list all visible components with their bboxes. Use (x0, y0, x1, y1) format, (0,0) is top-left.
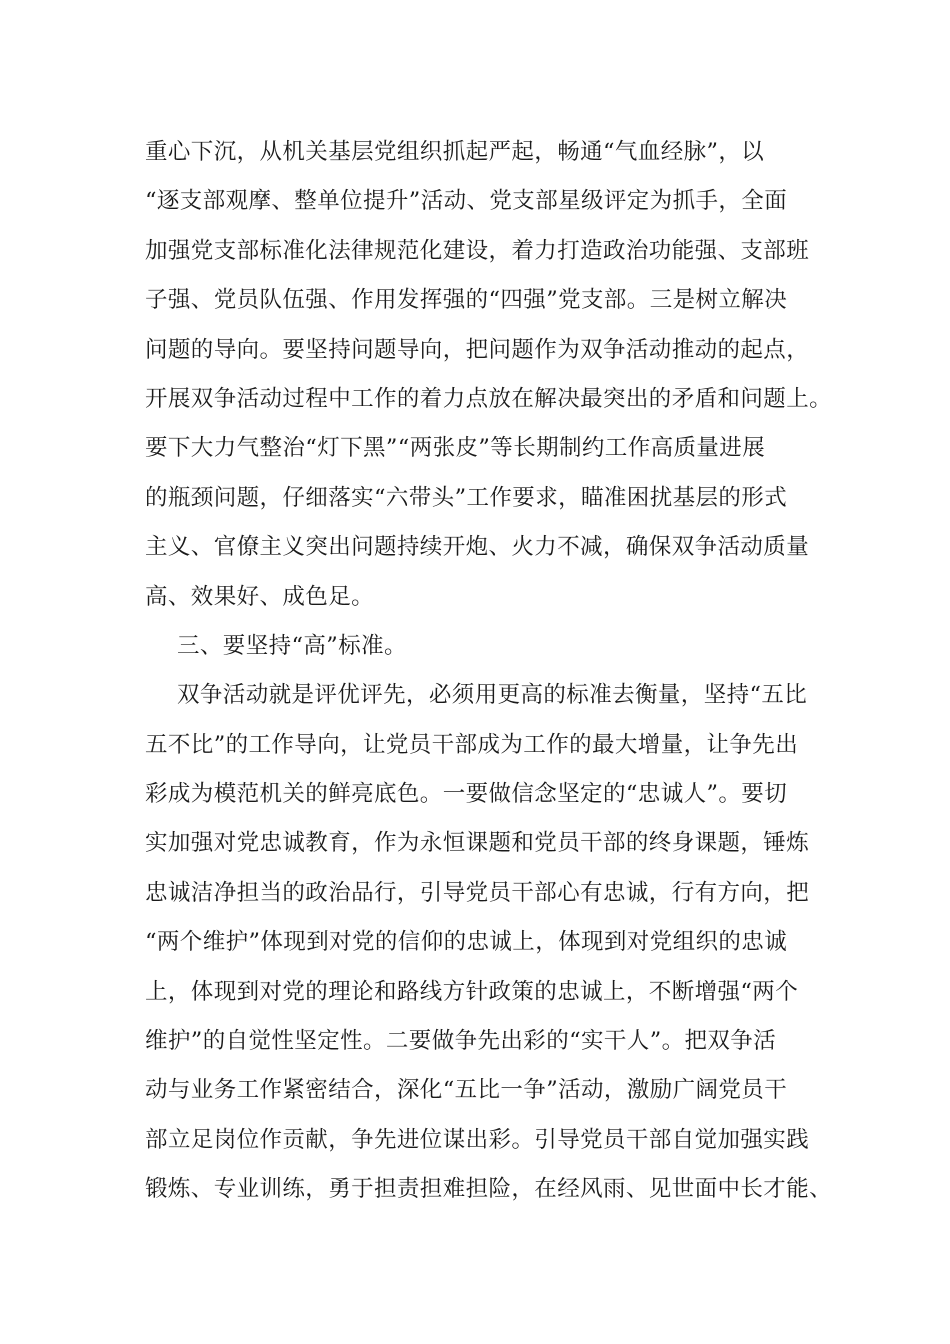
text-line-9: 主义、官僚主义突出问题持续开炮、火力不减，确保双争活动质量 (145, 534, 810, 561)
text-line-22: 锻炼、专业训练，勇于担责担难担险，在经风雨、见世面中长才能、 (145, 1176, 833, 1203)
text-line-4: 子强、党员队伍强、作用发挥强的“四强”党支部。三是树立解决 (145, 287, 788, 314)
text-line-6: 开展双争活动过程中工作的着力点放在解决最突出的矛盾和问题上。 (145, 385, 833, 412)
text-line-3: 加强党支部标准化法律规范化建设，着力打造政治功能强、支部班 (145, 237, 810, 264)
text-line-8: 的瓶颈问题，仔细落实“六带头”工作要求，瞄准困扰基层的形式 (145, 484, 788, 511)
text-line-20: 动与业务工作紧密结合，深化“五比一争”活动，激励广阔党员干 (145, 1077, 788, 1104)
text-line-13: 五不比”的工作导向，让党员干部成为工作的最大增量，让争先出 (145, 731, 799, 758)
body-text (145, 128, 833, 1215)
text-line-19: 维护”的自觉性坚定性。二要做争先出彩的“实干人”。把双争活 (145, 1028, 777, 1055)
text-line-10: 高、效果好、成色足。 (145, 583, 375, 610)
section-heading: 三、要坚持“高”标准。 (177, 632, 407, 659)
text-line-17: “两个维护”体现到对党的信仰的忠诚上，体现到对党组织的忠诚 (145, 929, 788, 956)
text-line-7: 要下大力气整治“灯下黑”“两张皮”等长期制约工作高质量进展 (145, 435, 766, 462)
text-line-15: 实加强对党忠诚教育，作为永恒课题和党员干部的终身课题，锤炼 (145, 830, 810, 857)
text-line-14: 彩成为模范机关的鲜亮底色。一要做信念坚定的“忠诚人”。要切 (145, 781, 788, 808)
text-line-16: 忠诚洁净担当的政治品行，引导党员干部心有忠诚，行有方向，把 (145, 879, 810, 906)
text-line-18: 上，体现到对党的理论和路线方针政策的忠诚上，不断增强“两个 (145, 978, 799, 1005)
text-line-21: 部立足岗位作贡献，争先进位谋出彩。引导党员干部自觉加强实践 (145, 1126, 810, 1153)
text-line-12: 双争活动就是评优评先，必须用更高的标准去衡量，坚持“五比 (177, 682, 808, 709)
text-line-1: 重心下沉，从机关基层党组织抓起严起，畅通“气血经脉”，以 (145, 139, 765, 165)
text-line-5: 问题的导向。要坚持问题导向，把问题作为双争活动推动的起点， (145, 336, 810, 363)
text-line-2: “逐支部观摩、整单位提升”活动、党支部星级评定为抓手，全面 (145, 188, 788, 215)
